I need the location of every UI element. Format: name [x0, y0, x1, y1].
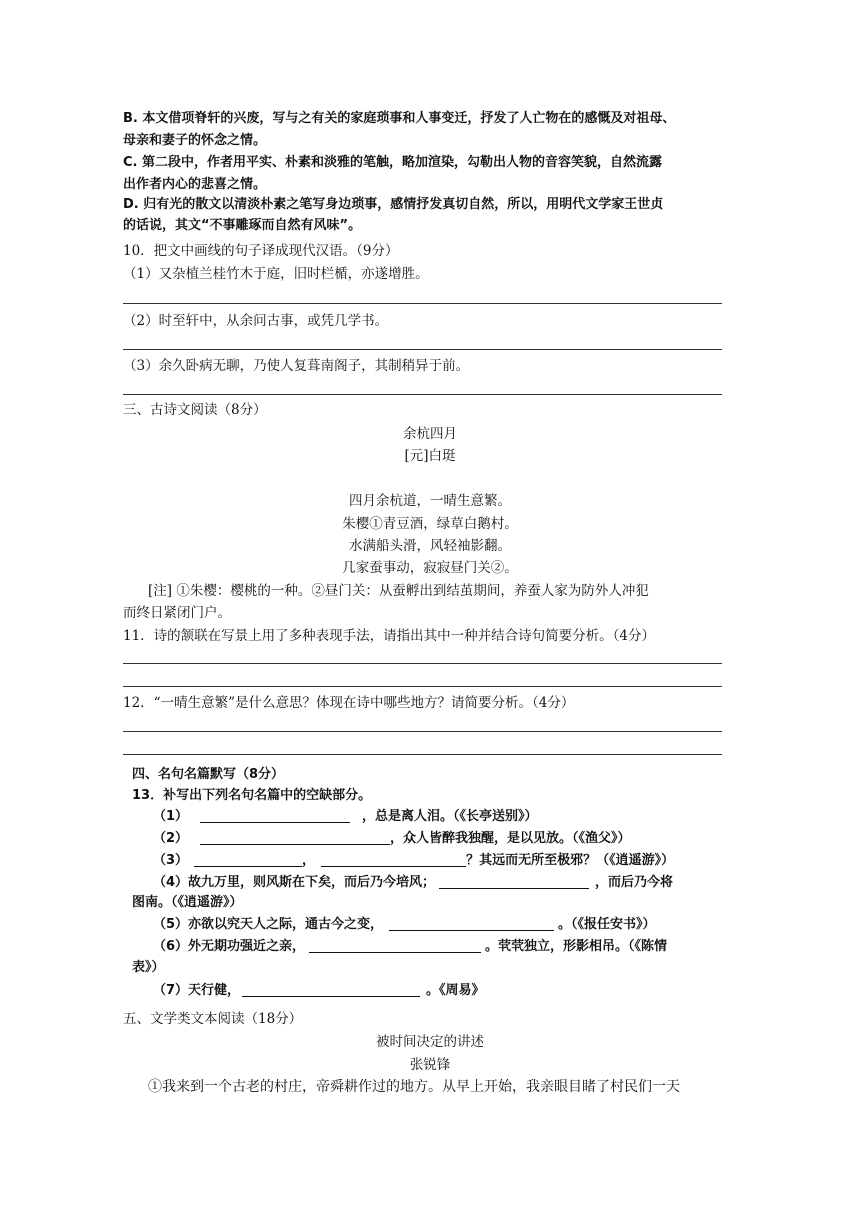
- line-text: 。（《报任安书》）: [558, 917, 656, 932]
- q12-prompt: 12．“一晴生意繁”是什么意思？体现在诗中哪些地方？请简要分析。（4分）: [123, 695, 575, 711]
- poem-line-1: 四月余杭道，一晴生意繁。: [349, 493, 511, 509]
- answer-line: [123, 686, 722, 687]
- fill-line-5: [153, 915, 656, 935]
- article-paragraph-1: ①我来到一个古老的村庄，帝舜耕作过的地方。从早上开始，我亲眼目睹了村民们一天: [148, 1079, 680, 1095]
- line-text: （5）亦欲以究天人之际，通古今之变，: [153, 917, 384, 932]
- section3-heading: 三、古诗文阅读（8分）: [123, 402, 267, 418]
- line-text: ，而后乃今将: [595, 875, 674, 890]
- answer-line: [123, 394, 722, 395]
- fill-line-2: [153, 829, 631, 849]
- line-text: （7）天行健，: [153, 983, 241, 998]
- line-text: 。《周易》: [426, 983, 485, 998]
- option-b-line1: B. 本文借项脊轩的兴废，写与之有关的家庭琐事和人事变迁，抒发了人亡物在的感慨及对祖母、: [123, 111, 676, 126]
- item-number: （3）: [153, 853, 189, 868]
- option-b-line2: 母亲和妻子的怀念之情。: [123, 133, 267, 148]
- line-text: ，总是离人泪。（《长亭送别》）: [362, 809, 538, 824]
- line-text: ？其远而无所至极邪？（《逍遥游》）: [466, 853, 675, 868]
- line-text: ，: [302, 853, 316, 868]
- answer-line: [123, 731, 722, 732]
- option-d-line1: D. 归有光的散文以清淡朴素之笔写身边琐事，感情抒发真切自然，所以，用明代文学家王世贞: [123, 197, 664, 212]
- poem-line-3: 水满船头滑，风轻袖影翻。: [349, 538, 511, 554]
- article-title: 被时间决定的讲述: [376, 1034, 484, 1050]
- q10-item-3: （3）余久卧病无聊，乃使人复葺南阁子，其制稍异于前。: [123, 358, 470, 374]
- poem-author: [元]白珽: [404, 448, 456, 464]
- option-c-line1: C. 第二段中，作者用平实、朴素和淡雅的笔触，略加渲染，勾勒出人物的音容笑貌，自然流露: [123, 155, 663, 170]
- poem-note-line2: 而终日紧闭门户。: [123, 605, 231, 621]
- fill-blank[interactable]: [200, 830, 390, 845]
- poem-note-line1: [注] ①朱樱：樱桃的一种。②昼门关：从蚕孵出到结茧期间，养蚕人家为防外人冲犯: [148, 583, 649, 599]
- fill-blank[interactable]: [194, 852, 302, 867]
- option-c-line2: 出作者内心的悲喜之情。: [123, 177, 267, 192]
- line-text: （6）外无期功强近之亲，: [153, 939, 306, 954]
- answer-line: [123, 754, 722, 755]
- article-author: 张锐锋: [409, 1057, 451, 1073]
- poem-line-4: 几家蚕事动，寂寂昼门关②。: [342, 560, 518, 576]
- line-text: （4）故九万里，则风斯在下矣，而后乃今培风；: [153, 875, 436, 890]
- fill-blank[interactable]: [200, 808, 350, 823]
- line-text: 。茕茕独立，形影相吊。（《陈情: [485, 939, 668, 954]
- fill-line-1: [153, 807, 538, 827]
- fill-blank[interactable]: [389, 916, 554, 931]
- poem-line-2: 朱樱①青豆酒，绿草白鹅村。: [342, 516, 518, 532]
- option-d-line2: 的话说，其文“不事雕琢而自然有风味”。: [123, 218, 362, 233]
- fill-line-4: [153, 873, 673, 893]
- poem-title: 余杭四月: [403, 426, 457, 442]
- item-number: （2）: [153, 831, 189, 846]
- line-text: ，众人皆醉我独醒，是以见放。（《渔父》）: [390, 831, 631, 846]
- fill-line-6: [153, 937, 667, 957]
- fill-blank[interactable]: [309, 938, 481, 953]
- fill-blank[interactable]: [242, 982, 420, 997]
- fill-line-4-cont: 图南。（《逍遥游》）: [132, 895, 243, 910]
- q10-item-1: （1）又杂植兰桂竹木于庭，旧时栏楯，亦遂增胜。: [123, 266, 429, 282]
- q10-prompt: 10．把文中画线的句子译成现代汉语。（9分）: [123, 243, 399, 259]
- answer-line: [123, 349, 722, 350]
- section5-heading: 五、文学类文本阅读（18分）: [123, 1011, 303, 1027]
- q11-prompt: 11．诗的颔联在写景上用了多种表现手法，请指出其中一种并结合诗句简要分析。（4分）: [123, 628, 656, 644]
- fill-line-3: [153, 851, 674, 871]
- q13-prompt: 13．补写出下列名句名篇中的空缺部分。: [132, 788, 372, 803]
- answer-line: [123, 303, 722, 304]
- fill-blank[interactable]: [439, 874, 589, 889]
- fill-line-7: [153, 981, 485, 1001]
- fill-blank[interactable]: [321, 852, 466, 867]
- item-number: （1）: [153, 809, 189, 824]
- fill-line-6-cont: 表》）: [132, 960, 165, 975]
- q10-item-2: （2）时至轩中，从余问古事，或凭几学书。: [123, 313, 389, 329]
- section4-heading: 四、名句名篇默写（8分）: [132, 767, 285, 782]
- answer-line: [123, 663, 722, 664]
